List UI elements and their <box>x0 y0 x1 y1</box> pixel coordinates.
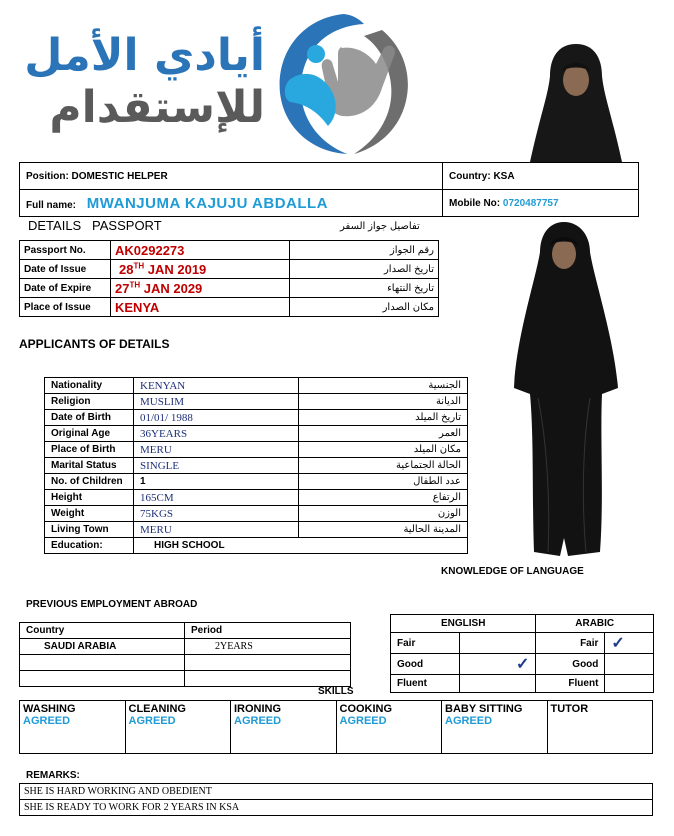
skill-status: AGREED <box>339 715 387 727</box>
education-row <box>45 538 468 554</box>
expire-date-label: Date of Expire <box>20 279 111 298</box>
employment-empty-cell <box>185 671 351 687</box>
english-good-check <box>460 654 536 675</box>
applicants-title: APPLICANTS OF DETAILS <box>19 337 170 351</box>
skill-name: COOKING <box>339 703 393 715</box>
skill-cell <box>336 701 442 754</box>
applicant-field-label: Place of Birth <box>45 442 134 458</box>
issue-date-value: 28TH JAN 2019 <box>111 260 290 279</box>
employment-empty-cell <box>20 671 185 687</box>
logo-line1: أيادي الأمل <box>24 30 265 81</box>
applicant-field-label: Height <box>45 490 134 506</box>
details-passport-title: DETAILS PASSPORT <box>28 218 162 233</box>
passport-no-value: AK0292273 <box>111 241 290 260</box>
employment-period-value: 2YEARS <box>185 639 351 655</box>
arabic-fair-tick-icon: ✓ <box>611 635 625 652</box>
fullname-label: Full name: <box>26 199 77 211</box>
applicant-field-label-ar: عدد الطفال <box>299 474 468 490</box>
applicant-row <box>45 378 468 394</box>
arabic-level-fluent: Fluent <box>536 675 605 693</box>
skill-status: AGREED <box>128 715 176 727</box>
applicant-field-label-ar: الحالة الجتماعية <box>299 458 468 474</box>
applicant-field-label: Religion <box>45 394 134 410</box>
arabic-level-good: Good <box>536 654 605 675</box>
education-value: HIGH SCHOOL <box>134 538 468 554</box>
applicant-field-label-ar: الديانة <box>299 394 468 410</box>
english-fluent-check <box>460 675 536 693</box>
english-level-fluent: Fluent <box>391 675 460 693</box>
english-fair-check <box>460 633 536 654</box>
applicant-field-value: MERU <box>134 522 299 538</box>
expire-date-ar: تاريخ النتهاء <box>290 279 439 298</box>
employment-country-header: Country <box>20 623 185 639</box>
skill-name: BABY SITTING <box>445 703 523 715</box>
passport-no-ar: رقم الجواز <box>290 241 439 260</box>
applicant-field-value: SINGLE <box>134 458 299 474</box>
logo-line2: للإستقدام <box>49 82 265 133</box>
applicant-field-value: 165CM <box>134 490 299 506</box>
remarks-title: REMARKS: <box>26 770 80 781</box>
mobile-label: Mobile No: <box>449 197 501 209</box>
english-level-good: Good <box>391 654 460 675</box>
applicant-field-label-ar: مكان الميلد <box>299 442 468 458</box>
applicant-field-value: 36YEARS <box>134 426 299 442</box>
arabic-fluent-check <box>605 675 654 693</box>
skill-cell <box>442 701 548 754</box>
arabic-level-fair: Fair <box>536 633 605 654</box>
arabic-header: ARABIC <box>536 615 654 633</box>
skill-status: AGREED <box>234 715 282 727</box>
skill-status: AGREED <box>23 715 71 727</box>
mobile-value: 0720487757 <box>502 197 559 209</box>
applicant-field-label: Living Town <box>45 522 134 538</box>
skill-cell <box>547 701 653 754</box>
applicant-field-label-ar: العمر <box>299 426 468 442</box>
fullname-cell <box>20 190 443 217</box>
applicant-row <box>45 490 468 506</box>
arabic-good-check <box>605 654 654 675</box>
english-level-fair: Fair <box>391 633 460 654</box>
applicant-details-table <box>44 377 468 554</box>
applicant-field-label-ar: الوزن <box>299 506 468 522</box>
place-issue-value: KENYA <box>111 298 290 317</box>
applicant-field-label-ar: الجنسية <box>299 378 468 394</box>
applicant-row <box>45 474 468 490</box>
applicant-field-label: Date of Birth <box>45 410 134 426</box>
applicant-row <box>45 426 468 442</box>
details-passport-title-ar: تفاصيل جواز السفر <box>340 221 420 232</box>
applicant-full-body-photo <box>508 218 624 562</box>
english-good-tick-icon: ✓ <box>516 656 530 673</box>
applicant-field-label-ar: الرتفاع <box>299 490 468 506</box>
hands-logo-icon <box>272 8 422 158</box>
english-header: ENGLISH <box>391 615 536 633</box>
skill-name: TUTOR <box>550 703 589 715</box>
skill-cell <box>231 701 337 754</box>
previous-employment-title: PREVIOUS EMPLOYMENT ABROAD <box>26 599 198 610</box>
skill-name: CLEANING <box>128 703 186 715</box>
applicant-field-value: 75KGS <box>134 506 299 522</box>
applicant-row <box>45 522 468 538</box>
applicant-field-label-ar: تاريخ الميلد <box>299 410 468 426</box>
fullname-value: MWANJUMA KAJUJU ABDALLA <box>86 194 329 212</box>
skill-cell <box>20 701 126 754</box>
place-issue-ar: مكان الصدار <box>290 298 439 317</box>
employment-empty-cell <box>185 655 351 671</box>
applicant-field-value: 1 <box>134 474 299 490</box>
applicant-field-value: KENYAN <box>134 378 299 394</box>
education-label: Education: <box>45 538 134 554</box>
employment-country-value: SAUDI ARABIA <box>20 639 185 655</box>
applicant-field-value: MERU <box>134 442 299 458</box>
language-table <box>390 614 654 693</box>
skill-cell <box>125 701 231 754</box>
applicant-row <box>45 394 468 410</box>
applicant-row <box>45 458 468 474</box>
applicant-field-label: Weight <box>45 506 134 522</box>
skill-name: IRONING <box>234 703 282 715</box>
applicant-field-label-ar: المدينة الحالية <box>299 522 468 538</box>
remarks-table <box>19 783 653 816</box>
applicant-row <box>45 506 468 522</box>
remark-line: SHE IS READY TO WORK FOR 2 YEARS IN KSA <box>20 800 653 816</box>
skill-name: WASHING <box>23 703 76 715</box>
mobile-cell <box>443 190 639 217</box>
passport-no-label: Passport No. <box>20 241 111 260</box>
arabic-fair-check <box>605 633 654 654</box>
applicant-field-label: Nationality <box>45 378 134 394</box>
issue-date-ar: تاريخ الصدار <box>290 260 439 279</box>
applicant-row <box>45 442 468 458</box>
position-cell: Position: DOMESTIC HELPER <box>20 163 443 190</box>
applicant-field-label: Marital Status <box>45 458 134 474</box>
employment-empty-cell <box>20 655 185 671</box>
employment-table <box>19 622 351 687</box>
applicant-headshot-photo <box>524 36 628 162</box>
expire-date-value: 27TH JAN 2029 <box>111 279 290 298</box>
country-cell: Country: KSA <box>443 163 639 190</box>
employment-period-header: Period <box>185 623 351 639</box>
position-table <box>19 162 639 217</box>
skills-table <box>19 700 653 754</box>
applicant-field-label: Original Age <box>45 426 134 442</box>
applicant-field-label: No. of Children <box>45 474 134 490</box>
passport-table <box>19 240 439 317</box>
agency-logo-text <box>15 30 265 140</box>
knowledge-language-title: KNOWLEDGE OF LANGUAGE <box>441 566 584 577</box>
applicant-field-value: MUSLIM <box>134 394 299 410</box>
remark-line: SHE IS HARD WORKING AND OBEDIENT <box>20 784 653 800</box>
applicant-field-value: 01/01/ 1988 <box>134 410 299 426</box>
issue-date-label: Date of Issue <box>20 260 111 279</box>
skills-title: SKILLS <box>318 686 354 697</box>
skill-status: AGREED <box>445 715 493 727</box>
applicant-row <box>45 410 468 426</box>
place-issue-label: Place of Issue <box>20 298 111 317</box>
